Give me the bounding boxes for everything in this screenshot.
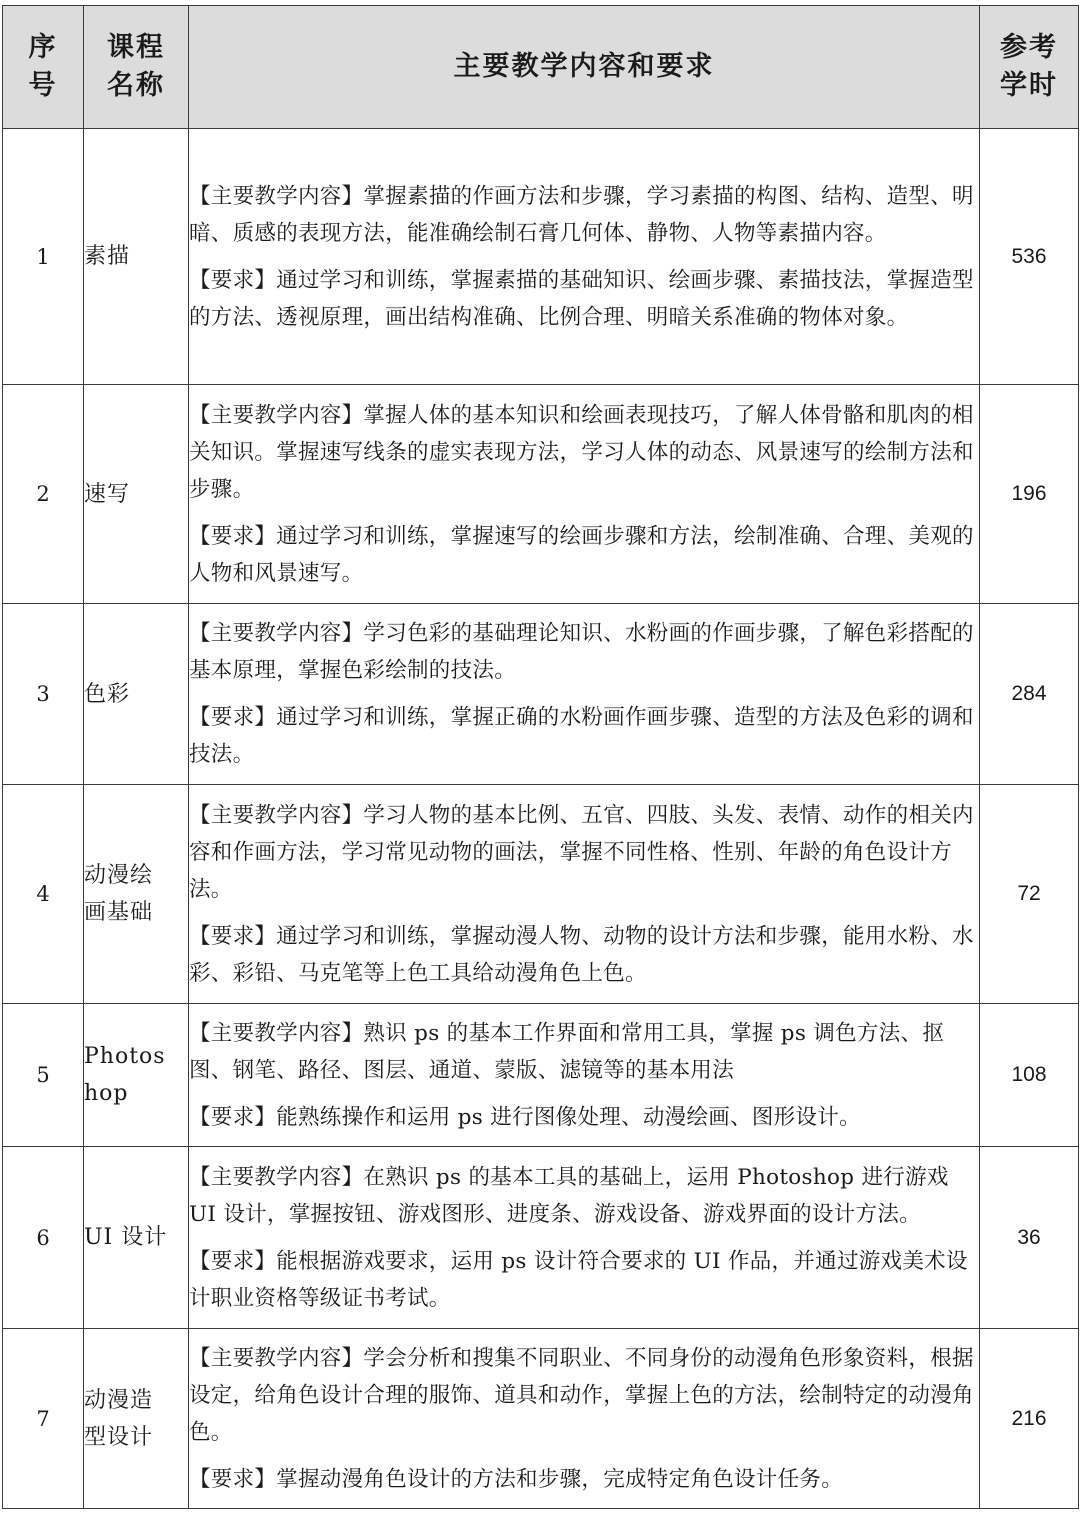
row-number: 2 — [3, 385, 84, 604]
course-name: UI 设计 — [84, 1147, 189, 1329]
teaching-content: 【主要教学内容】在熟识 ps 的基本工具的基础上，运用 Photoshop 进行游戏 UI 设计，掌握按钮、游戏图形、进度条、游戏设备、游戏界面的设计方法。 — [189, 1164, 949, 1227]
course-name: 色彩 — [84, 604, 189, 785]
course-content — [189, 1147, 980, 1329]
requirement: 【要求】能熟练操作和运用 ps 进行图像处理、动漫绘画、图形设计。 — [189, 1104, 861, 1130]
teaching-content: 【主要教学内容】学会分析和搜集不同职业、不同身份的动漫角色形象资料，根据设定，给角色设计合理的服饰、道具和动作，掌握上色的方法，绘制特定的动漫角色。 — [189, 1345, 974, 1445]
course-content — [189, 1329, 980, 1509]
table-row — [3, 385, 1079, 604]
header-hours: 参考学时 — [980, 6, 1079, 129]
course-name: 动漫造型设计 — [84, 1329, 189, 1509]
header-num: 序号 — [3, 6, 84, 129]
reference-hours: 72 — [980, 785, 1079, 1004]
table-row — [3, 1329, 1079, 1509]
requirement: 【要求】能根据游戏要求，运用 ps 设计符合要求的 UI 作品，并通过游戏美术设计职业资格等级证书考试。 — [189, 1248, 968, 1311]
requirement: 【要求】通过学习和训练，掌握动漫人物、动物的设计方法和步骤，能用水粉、水彩、彩铅、马克笔等上色工具给动漫角色上色。 — [189, 923, 974, 986]
course-content — [189, 129, 980, 385]
table-row — [3, 604, 1079, 785]
course-content — [189, 785, 980, 1004]
teaching-content: 【主要教学内容】熟识 ps 的基本工作界面和常用工具，掌握 ps 调色方法、抠图、钢笔、路径、图层、通道、蒙版、滤镜等的基本用法 — [189, 1020, 945, 1083]
reference-hours: 536 — [980, 129, 1079, 385]
requirement: 【要求】通过学习和训练，掌握速写的绘画步骤和方法，绘制准确、合理、美观的人物和风景速写。 — [189, 523, 974, 586]
course-name: 动漫绘画基础 — [84, 785, 189, 1004]
teaching-content: 【主要教学内容】学习人物的基本比例、五官、四肢、头发、表情、动作的相关内容和作画方法，学习常见动物的画法，掌握不同性格、性别、年龄的角色设计方法。 — [189, 802, 974, 902]
table-row — [3, 129, 1079, 385]
reference-hours: 216 — [980, 1329, 1079, 1509]
requirement: 【要求】通过学习和训练，掌握素描的基础知识、绘画步骤、素描技法，掌握造型的方法、透视原理，画出结构准确、比例合理、明暗关系准确的物体对象。 — [189, 267, 974, 330]
table-header — [3, 6, 1079, 129]
reference-hours: 196 — [980, 385, 1079, 604]
teaching-content: 【主要教学内容】掌握素描的作画方法和步骤，学习素描的构图、结构、造型、明暗、质感的表现方法，能准确绘制石膏几何体、静物、人物等素描内容。 — [189, 183, 974, 246]
teaching-content: 【主要教学内容】掌握人体的基本知识和绘画表现技巧，了解人体骨骼和肌肉的相关知识。掌握速写线条的虚实表现方法，学习人体的动态、风景速写的绘制方法和步骤。 — [189, 402, 974, 502]
course-content — [189, 604, 980, 785]
reference-hours: 284 — [980, 604, 1079, 785]
requirement: 【要求】掌握动漫角色设计的方法和步骤，完成特定角色设计任务。 — [189, 1466, 844, 1492]
header-name: 课程名称 — [84, 6, 189, 129]
reference-hours: 108 — [980, 1004, 1079, 1147]
row-number: 5 — [3, 1004, 84, 1147]
course-name: 素描 — [84, 129, 189, 385]
course-name: 速写 — [84, 385, 189, 604]
teaching-content: 【主要教学内容】学习色彩的基础理论知识、水粉画的作画步骤，了解色彩搭配的基本原理，掌握色彩绘制的技法。 — [189, 621, 974, 683]
reference-hours: 36 — [980, 1147, 1079, 1329]
course-content — [189, 1004, 980, 1147]
course-content — [189, 385, 980, 604]
curriculum-table — [2, 5, 1079, 1509]
header-content: 主要教学内容和要求 — [189, 6, 980, 129]
table-row — [3, 785, 1079, 1004]
row-number: 6 — [3, 1147, 84, 1329]
row-number: 3 — [3, 604, 84, 785]
row-number: 7 — [3, 1329, 84, 1509]
table-row — [3, 1004, 1079, 1147]
row-number: 4 — [3, 785, 84, 1004]
course-name: Photoshop — [84, 1004, 189, 1147]
table-row — [3, 1147, 1079, 1329]
row-number: 1 — [3, 129, 84, 385]
requirement: 【要求】通过学习和训练，掌握正确的水粉画作画步骤、造型的方法及色彩的调和技法。 — [189, 705, 974, 767]
